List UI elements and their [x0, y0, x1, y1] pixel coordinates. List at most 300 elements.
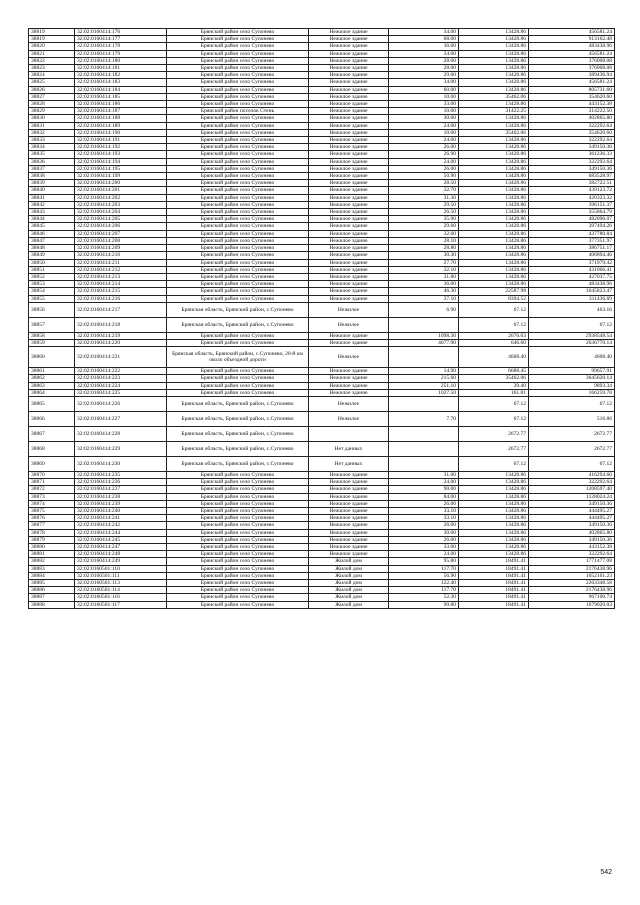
address-cell: Брянский район село Супонево	[167, 500, 309, 507]
object-type-cell: Нежилое здание	[309, 493, 389, 500]
address-cell: Брянский район село Супонево	[167, 57, 309, 64]
cadastral-value-cell: 3645620.14	[529, 375, 615, 382]
cadastral-number-cell: 32:02:0160414:225	[75, 389, 167, 396]
cadastral-value-cell: 456581.24	[529, 29, 615, 36]
unit-value-cell: 13428.86	[459, 543, 529, 550]
row-number-cell: 38856	[29, 302, 75, 317]
row-number-cell: 38843	[29, 209, 75, 216]
table-row	[29, 441, 615, 456]
area-cell: 35.90	[389, 216, 459, 223]
cadastral-number-cell: 32:02:0160414:229	[75, 441, 167, 456]
address-cell: Брянский район село Супонево	[167, 180, 309, 187]
unit-value-cell: 13428.86	[459, 101, 529, 108]
cadastral-number-cell: 32:02:0160414:223	[75, 375, 167, 382]
page-number: 542	[600, 869, 612, 876]
table-row	[29, 426, 615, 441]
row-number-cell: 38880	[29, 543, 75, 550]
cadastral-number-cell: 32:02:0160414:205	[75, 216, 167, 223]
unit-value-cell: 67.12	[459, 456, 529, 471]
object-type-cell	[309, 426, 389, 441]
cadastral-value-cell: 439123.72	[529, 187, 615, 194]
row-number-cell: 38844	[29, 216, 75, 223]
address-cell: Брянский район село Супонево	[167, 579, 309, 586]
address-cell: Брянский район село Супонево	[167, 389, 309, 396]
table-row	[29, 165, 615, 172]
area-cell: 24.00	[389, 137, 459, 144]
address-cell: Брянский район село Супонево	[167, 209, 309, 216]
unit-value-cell: 13428.86	[459, 173, 529, 180]
table-row	[29, 456, 615, 471]
cadastral-value-cell: 354620.60	[529, 129, 615, 136]
table-row	[29, 471, 615, 478]
object-type-cell: Жилой дом	[309, 594, 389, 601]
area-cell: 26.00	[389, 500, 459, 507]
cadastral-number-cell: 32:02:0160414:242	[75, 522, 167, 529]
cadastral-number-cell: 32:02:0160414:180	[75, 57, 167, 64]
object-type-cell: Нежилое здание	[309, 522, 389, 529]
cadastral-number-cell: 32:02:0160414:195	[75, 165, 167, 172]
area-cell: 52.30	[389, 594, 459, 601]
address-cell: Брянский район село Супонево	[167, 43, 309, 50]
address-cell: Брянский район село Супонево	[167, 201, 309, 208]
cadastral-number-cell: 32:02:0160414:216	[75, 295, 167, 302]
cadastral-value-cell: 377351.97	[529, 237, 615, 244]
unit-value-cell: 31422.25	[459, 108, 529, 115]
object-type-cell: Нежилое здание	[309, 543, 389, 550]
row-number-cell: 38854	[29, 288, 75, 295]
cadastral-value-cell: 463.16	[529, 302, 615, 317]
table-row	[29, 396, 615, 411]
unit-value-cell: 13428.86	[459, 507, 529, 514]
area-cell: 26.00	[389, 144, 459, 151]
table-row	[29, 536, 615, 543]
object-type-cell: Нежилое здание	[309, 245, 389, 252]
object-type-cell: Нежилое здание	[309, 57, 389, 64]
table-row	[29, 529, 615, 536]
object-type-cell: Нежилое здание	[309, 536, 389, 543]
table-row	[29, 245, 615, 252]
area-cell: 90.80	[389, 601, 459, 608]
row-number-cell: 38825	[29, 79, 75, 86]
area-cell	[389, 441, 459, 456]
area-cell: 122.40	[389, 579, 459, 586]
address-cell: Брянская область, Брянский район, с.Супонево	[167, 396, 309, 411]
table-row	[29, 50, 615, 57]
area-cell: 34.00	[389, 79, 459, 86]
object-type-cell: Нежилое здание	[309, 122, 389, 129]
object-type-cell: Нежилое здание	[309, 115, 389, 122]
table-row	[29, 93, 615, 100]
cadastral-number-cell: 32:02:0160414:220	[75, 339, 167, 346]
area-cell: 31.00	[389, 471, 459, 478]
object-type-cell: Нежилое здание	[309, 515, 389, 522]
unit-value-cell: 13428.86	[459, 252, 529, 259]
unit-value-cell: 67.12	[459, 396, 529, 411]
row-number-cell: 38848	[29, 245, 75, 252]
cadastral-value-cell: 376008.08	[529, 57, 615, 64]
row-number-cell: 38883	[29, 565, 75, 572]
object-type-cell: Нежилое здание	[309, 187, 389, 194]
unit-value-cell: 13428.86	[459, 216, 529, 223]
cadastral-number-cell: 32:02:0160414:211	[75, 259, 167, 266]
row-number-cell: 38836	[29, 158, 75, 165]
table-row	[29, 57, 615, 64]
unit-value-cell: 18491.41	[459, 565, 529, 572]
unit-value-cell: 13428.86	[459, 223, 529, 230]
address-cell: Брянский район село Супонево	[167, 173, 309, 180]
unit-value-cell: 13428.86	[459, 137, 529, 144]
address-cell: Брянский район село Супонево	[167, 295, 309, 302]
area-cell: 27.70	[389, 259, 459, 266]
address-cell: Брянский район село Супонево	[167, 72, 309, 79]
table-row	[29, 295, 615, 302]
row-number-cell: 38874	[29, 500, 75, 507]
unit-value-cell: 67.12	[459, 411, 529, 426]
cadastral-number-cell: 32:02:0160414:235	[75, 471, 167, 478]
cadastral-value-cell: 2176438.96	[529, 565, 615, 572]
unit-value-cell: 2676.03	[459, 332, 529, 339]
area-cell: 24.00	[389, 158, 459, 165]
address-cell: Брянский район село Супонево	[167, 101, 309, 108]
address-cell: Брянский район село Супонево	[167, 486, 309, 493]
area-cell: 26.90	[389, 151, 459, 158]
row-number-cell: 38845	[29, 223, 75, 230]
cadastral-value-cell: 361236.33	[529, 151, 615, 158]
area-cell: 30.30	[389, 252, 459, 259]
address-cell: Брянский район село Супонево	[167, 382, 309, 389]
cadastral-number-cell: 32:02:0160414:177	[75, 36, 167, 43]
object-type-cell: Нежилое здание	[309, 486, 389, 493]
cadastral-number-cell: 32:02:0160414:218	[75, 317, 167, 332]
row-number-cell: 38875	[29, 507, 75, 514]
table-row	[29, 500, 615, 507]
cadastral-number-cell: 32:02:0160414:200	[75, 180, 167, 187]
unit-value-cell: 4608.40	[459, 347, 529, 368]
area-cell: 26.50	[389, 209, 459, 216]
address-cell: Брянский район село Супонево	[167, 273, 309, 280]
address-cell: Брянский район село Супонево	[167, 129, 309, 136]
cadastral-number-cell: 32:02:0160414:207	[75, 230, 167, 237]
unit-value-cell: 646.60	[459, 339, 529, 346]
row-number-cell: 38823	[29, 65, 75, 72]
cadastral-number-cell: 32:02:0160414:176	[75, 29, 167, 36]
cadastral-number-cell: 32:02:0160414:178	[75, 43, 167, 50]
row-number-cell: 38851	[29, 266, 75, 273]
object-type-cell: Нежилое	[309, 317, 389, 332]
cadastral-number-cell: 32:02:0160414:210	[75, 252, 167, 259]
address-cell: Брянский район село Супонево	[167, 144, 309, 151]
unit-value-cell: 13428.86	[459, 57, 529, 64]
object-type-cell: Нежилое здание	[309, 216, 389, 223]
cadastral-value-cell: 311436.69	[529, 295, 615, 302]
table-row	[29, 522, 615, 529]
row-number-cell: 38888	[29, 601, 75, 608]
row-number-cell: 38824	[29, 72, 75, 79]
unit-value-cell: 13428.86	[459, 144, 529, 151]
object-type-cell: Нежилое здание	[309, 165, 389, 172]
area-cell: 24.00	[389, 479, 459, 486]
object-type-cell: Нежилое здание	[309, 144, 389, 151]
cadastral-value-cell: 1208597.40	[529, 486, 615, 493]
row-number-cell: 38857	[29, 317, 75, 332]
cadastral-value-cell: 443152.38	[529, 101, 615, 108]
table-row	[29, 551, 615, 558]
area-cell	[389, 396, 459, 411]
object-type-cell: Нежилое здание	[309, 129, 389, 136]
row-number-cell: 38863	[29, 382, 75, 389]
address-cell: Брянский район село Супонево	[167, 223, 309, 230]
cadastral-value-cell: 354620.60	[529, 93, 615, 100]
area-cell: 34.00	[389, 50, 459, 57]
unit-value-cell: 13428.86	[459, 36, 529, 43]
table-row	[29, 493, 615, 500]
object-type-cell: Нежилое	[309, 396, 389, 411]
address-cell: Брянский район село Супонево	[167, 158, 309, 165]
table-row	[29, 382, 615, 389]
cadastral-value-cell: 322292.64	[529, 137, 615, 144]
object-type-cell: Нежилое здание	[309, 194, 389, 201]
cadastral-value-cell: 427037.75	[529, 273, 615, 280]
table-row	[29, 115, 615, 122]
cadastral-value-cell: 683528.97	[529, 173, 615, 180]
cadastral-number-cell: 32:02:0160414:191	[75, 137, 167, 144]
area-cell: 215.60	[389, 375, 459, 382]
cadastral-number-cell: 32:02:0160414:192	[75, 144, 167, 151]
area-cell: 24.00	[389, 122, 459, 129]
object-type-cell: Нежилое здание	[309, 259, 389, 266]
row-number-cell: 38822	[29, 57, 75, 64]
row-number-cell: 38835	[29, 151, 75, 158]
cadastral-number-cell: 32:02:0160414:193	[75, 151, 167, 158]
object-type-cell: Нежилое здание	[309, 101, 389, 108]
unit-value-cell: 13428.86	[459, 515, 529, 522]
object-type-cell: Жилой дом	[309, 579, 389, 586]
area-cell: 32.60	[389, 230, 459, 237]
cadastral-number-cell: 32:02:0160414:212	[75, 266, 167, 273]
area-cell: 90.00	[389, 486, 459, 493]
cadastral-number-cell: 32:02:0160414:184	[75, 86, 167, 93]
address-cell: Брянская область, Брянский район, с.Супонево	[167, 411, 309, 426]
area-cell: 28.00	[389, 65, 459, 72]
unit-value-cell: 13428.86	[459, 479, 529, 486]
cadastral-value-cell: 355864.79	[529, 209, 615, 216]
cadastral-number-cell: 32:02:0160414:245	[75, 536, 167, 543]
cadastral-number-cell: 32:02:0160414:182	[75, 72, 167, 79]
cadastral-number-cell: 32:02:0160414:248	[75, 551, 167, 558]
row-number-cell: 38832	[29, 129, 75, 136]
address-cell: Брянский район село Супонево	[167, 375, 309, 382]
unit-value-cell: 13428.86	[459, 122, 529, 129]
table-row	[29, 558, 615, 565]
cadastral-value-cell: 456581.24	[529, 79, 615, 86]
cadastral-value-cell: 456581.24	[529, 50, 615, 57]
unit-value-cell: 13428.86	[459, 259, 529, 266]
cadastral-number-cell: 32:02:0160414:194	[75, 158, 167, 165]
address-cell: Брянский район село Супонево	[167, 601, 309, 608]
row-number-cell: 38858	[29, 332, 75, 339]
object-type-cell: Нежилое здание	[309, 209, 389, 216]
address-cell: Брянский район село Супонево	[167, 522, 309, 529]
cadastral-value-cell: 166259.78	[529, 389, 615, 396]
row-number-cell: 38886	[29, 587, 75, 594]
area-cell: 60.00	[389, 86, 459, 93]
table-row	[29, 587, 615, 594]
table-row	[29, 515, 615, 522]
address-cell: Брянский район село Супонево	[167, 115, 309, 122]
cadastral-value-cell: 967100.74	[529, 594, 615, 601]
cadastral-number-cell: 32:02:0160414:230	[75, 456, 167, 471]
row-number-cell: 38879	[29, 536, 75, 543]
address-cell: Брянская область, Брянский район, с.Супонево	[167, 302, 309, 317]
row-number-cell: 38828	[29, 101, 75, 108]
address-cell: Брянский район село Супонево	[167, 216, 309, 223]
area-cell: 117.70	[389, 587, 459, 594]
cadastral-value-cell: 2636770.14	[529, 339, 615, 346]
cadastral-value-cell: 2672.77	[529, 441, 615, 456]
cadastral-number-cell: 32:02:0160414:209	[75, 245, 167, 252]
cadastral-value-cell: 406894.46	[529, 252, 615, 259]
area-cell	[389, 456, 459, 471]
address-cell: Брянский район село Супонево	[167, 29, 309, 36]
cadastral-value-cell: 349150.36	[529, 500, 615, 507]
table-row	[29, 158, 615, 165]
table-row	[29, 368, 615, 375]
area-cell: 6.90	[389, 302, 459, 317]
address-cell: Брянский район село Супонево	[167, 281, 309, 288]
area-cell: 31.80	[389, 273, 459, 280]
cadastral-number-cell: 32:02:0160414:217	[75, 302, 167, 317]
cadastral-value-cell: 913162.48	[529, 36, 615, 43]
address-cell: Брянский район село Супонево	[167, 165, 309, 172]
address-cell: Брянский район село Супонево	[167, 194, 309, 201]
area-cell: 28.00	[389, 57, 459, 64]
unit-value-cell: 13428.86	[459, 151, 529, 158]
area-cell: 26.00	[389, 165, 459, 172]
object-type-cell: Нет данных	[309, 456, 389, 471]
cadastral-value-cell: 322292.64	[529, 122, 615, 129]
area-cell: 33.00	[389, 101, 459, 108]
cadastral-number-cell: 32:02:0160414:186	[75, 101, 167, 108]
cadastral-number-cell: 32:02:0160414:213	[75, 273, 167, 280]
table-row	[29, 122, 615, 129]
row-number-cell: 38872	[29, 486, 75, 493]
cadastral-value-cell: 349150.36	[529, 522, 615, 529]
row-number-cell: 38853	[29, 281, 75, 288]
table-row	[29, 281, 615, 288]
row-number-cell: 38862	[29, 375, 75, 382]
cadastral-number-cell: 32:02:0160414:227	[75, 411, 167, 426]
row-number-cell: 38869	[29, 456, 75, 471]
table-row	[29, 173, 615, 180]
area-cell: 30.00	[389, 529, 459, 536]
object-type-cell: Нежилое здание	[309, 332, 389, 339]
area-cell: 251.10	[389, 382, 459, 389]
table-row	[29, 579, 615, 586]
cadastral-value-cell: 9893.34	[529, 382, 615, 389]
object-type-cell: Нежилое здание	[309, 158, 389, 165]
cadastral-number-cell: 32:02:0160414:201	[75, 187, 167, 194]
row-number-cell: 38881	[29, 551, 75, 558]
object-type-cell: Нежилое здание	[309, 72, 389, 79]
cadastral-number-cell: 32:02:0160414:241	[75, 515, 167, 522]
cadastral-value-cell: 382722.51	[529, 180, 615, 187]
cadastral-number-cell: 32:02:0160414:189	[75, 122, 167, 129]
object-type-cell: Нежилое здание	[309, 137, 389, 144]
cadastral-number-cell: 32:02:0160414:249	[75, 558, 167, 565]
table-row	[29, 375, 615, 382]
unit-value-cell: 13428.86	[459, 165, 529, 172]
object-type-cell: Нежилое здание	[309, 273, 389, 280]
cadastral-value-cell: 389436.94	[529, 72, 615, 79]
unit-value-cell: 18491.41	[459, 587, 529, 594]
area-cell: 1027.50	[389, 389, 459, 396]
unit-value-cell: 13428.86	[459, 273, 529, 280]
address-cell: Брянский район село Супонево	[167, 122, 309, 129]
object-type-cell: Нежилое здание	[309, 223, 389, 230]
cadastral-number-cell: 32:02:0160414:179	[75, 50, 167, 57]
area-cell: 10.00	[389, 108, 459, 115]
table-row	[29, 108, 615, 115]
cadastral-value-cell: 322292.64	[529, 158, 615, 165]
address-cell: Брянский район село Супонево	[167, 288, 309, 295]
address-cell: Брянский район село Супонево	[167, 86, 309, 93]
cadastral-number-cell: 32:02:0160501:111	[75, 572, 167, 579]
object-type-cell: Нежилое	[309, 411, 389, 426]
object-type-cell: Нежилое здание	[309, 36, 389, 43]
table-body	[29, 29, 615, 609]
area-cell: 37.10	[389, 295, 459, 302]
cadastral-value-cell: 1128024.24	[529, 493, 615, 500]
row-number-cell: 38887	[29, 594, 75, 601]
unit-value-cell: 18491.41	[459, 594, 529, 601]
table-row	[29, 572, 615, 579]
address-cell: Брянская область, Брянский район, с.Супонево	[167, 441, 309, 456]
cadastral-value-cell: 437780.84	[529, 230, 615, 237]
table-row	[29, 137, 615, 144]
cadastral-value-cell: 2176438.96	[529, 587, 615, 594]
object-type-cell: Жилой дом	[309, 587, 389, 594]
cadastral-number-cell: 32:02:0160414:236	[75, 479, 167, 486]
object-type-cell: Нежилое здание	[309, 295, 389, 302]
cadastral-number-cell: 32:02:0160414:199	[75, 173, 167, 180]
object-type-cell: Нежилое здание	[309, 65, 389, 72]
row-number-cell: 38860	[29, 347, 75, 368]
cadastral-number-cell: 32:02:0160414:228	[75, 426, 167, 441]
cadastral-number-cell: 32:02:0160414:222	[75, 368, 167, 375]
address-cell: Брянский район село Супонево	[167, 587, 309, 594]
address-cell: Брянский район село Супонево	[167, 507, 309, 514]
cadastral-number-cell: 32:02:0160414:185	[75, 93, 167, 100]
cadastral-value-cell: 2263348.58	[529, 579, 615, 586]
cadastral-value-cell: 402865.80	[529, 529, 615, 536]
cadastral-value-cell: 2672.77	[529, 426, 615, 441]
area-cell: 28.10	[389, 237, 459, 244]
row-number-cell: 38866	[29, 411, 75, 426]
row-number-cell: 38819	[29, 36, 75, 43]
address-cell: Брянский район село Супонево	[167, 36, 309, 43]
unit-value-cell: 13428.86	[459, 86, 529, 93]
address-cell: Брянский район село Супонево	[167, 479, 309, 486]
unit-value-cell: 13428.86	[459, 65, 529, 72]
unit-value-cell: 35462.06	[459, 375, 529, 382]
cadastral-value-cell: 349150.36	[529, 144, 615, 151]
row-number-cell: 38877	[29, 522, 75, 529]
row-number-cell: 38884	[29, 572, 75, 579]
row-number-cell: 38821	[29, 50, 75, 57]
row-number-cell: 38876	[29, 515, 75, 522]
address-cell: Брянский район село Супонево	[167, 543, 309, 550]
unit-value-cell: 13428.86	[459, 471, 529, 478]
